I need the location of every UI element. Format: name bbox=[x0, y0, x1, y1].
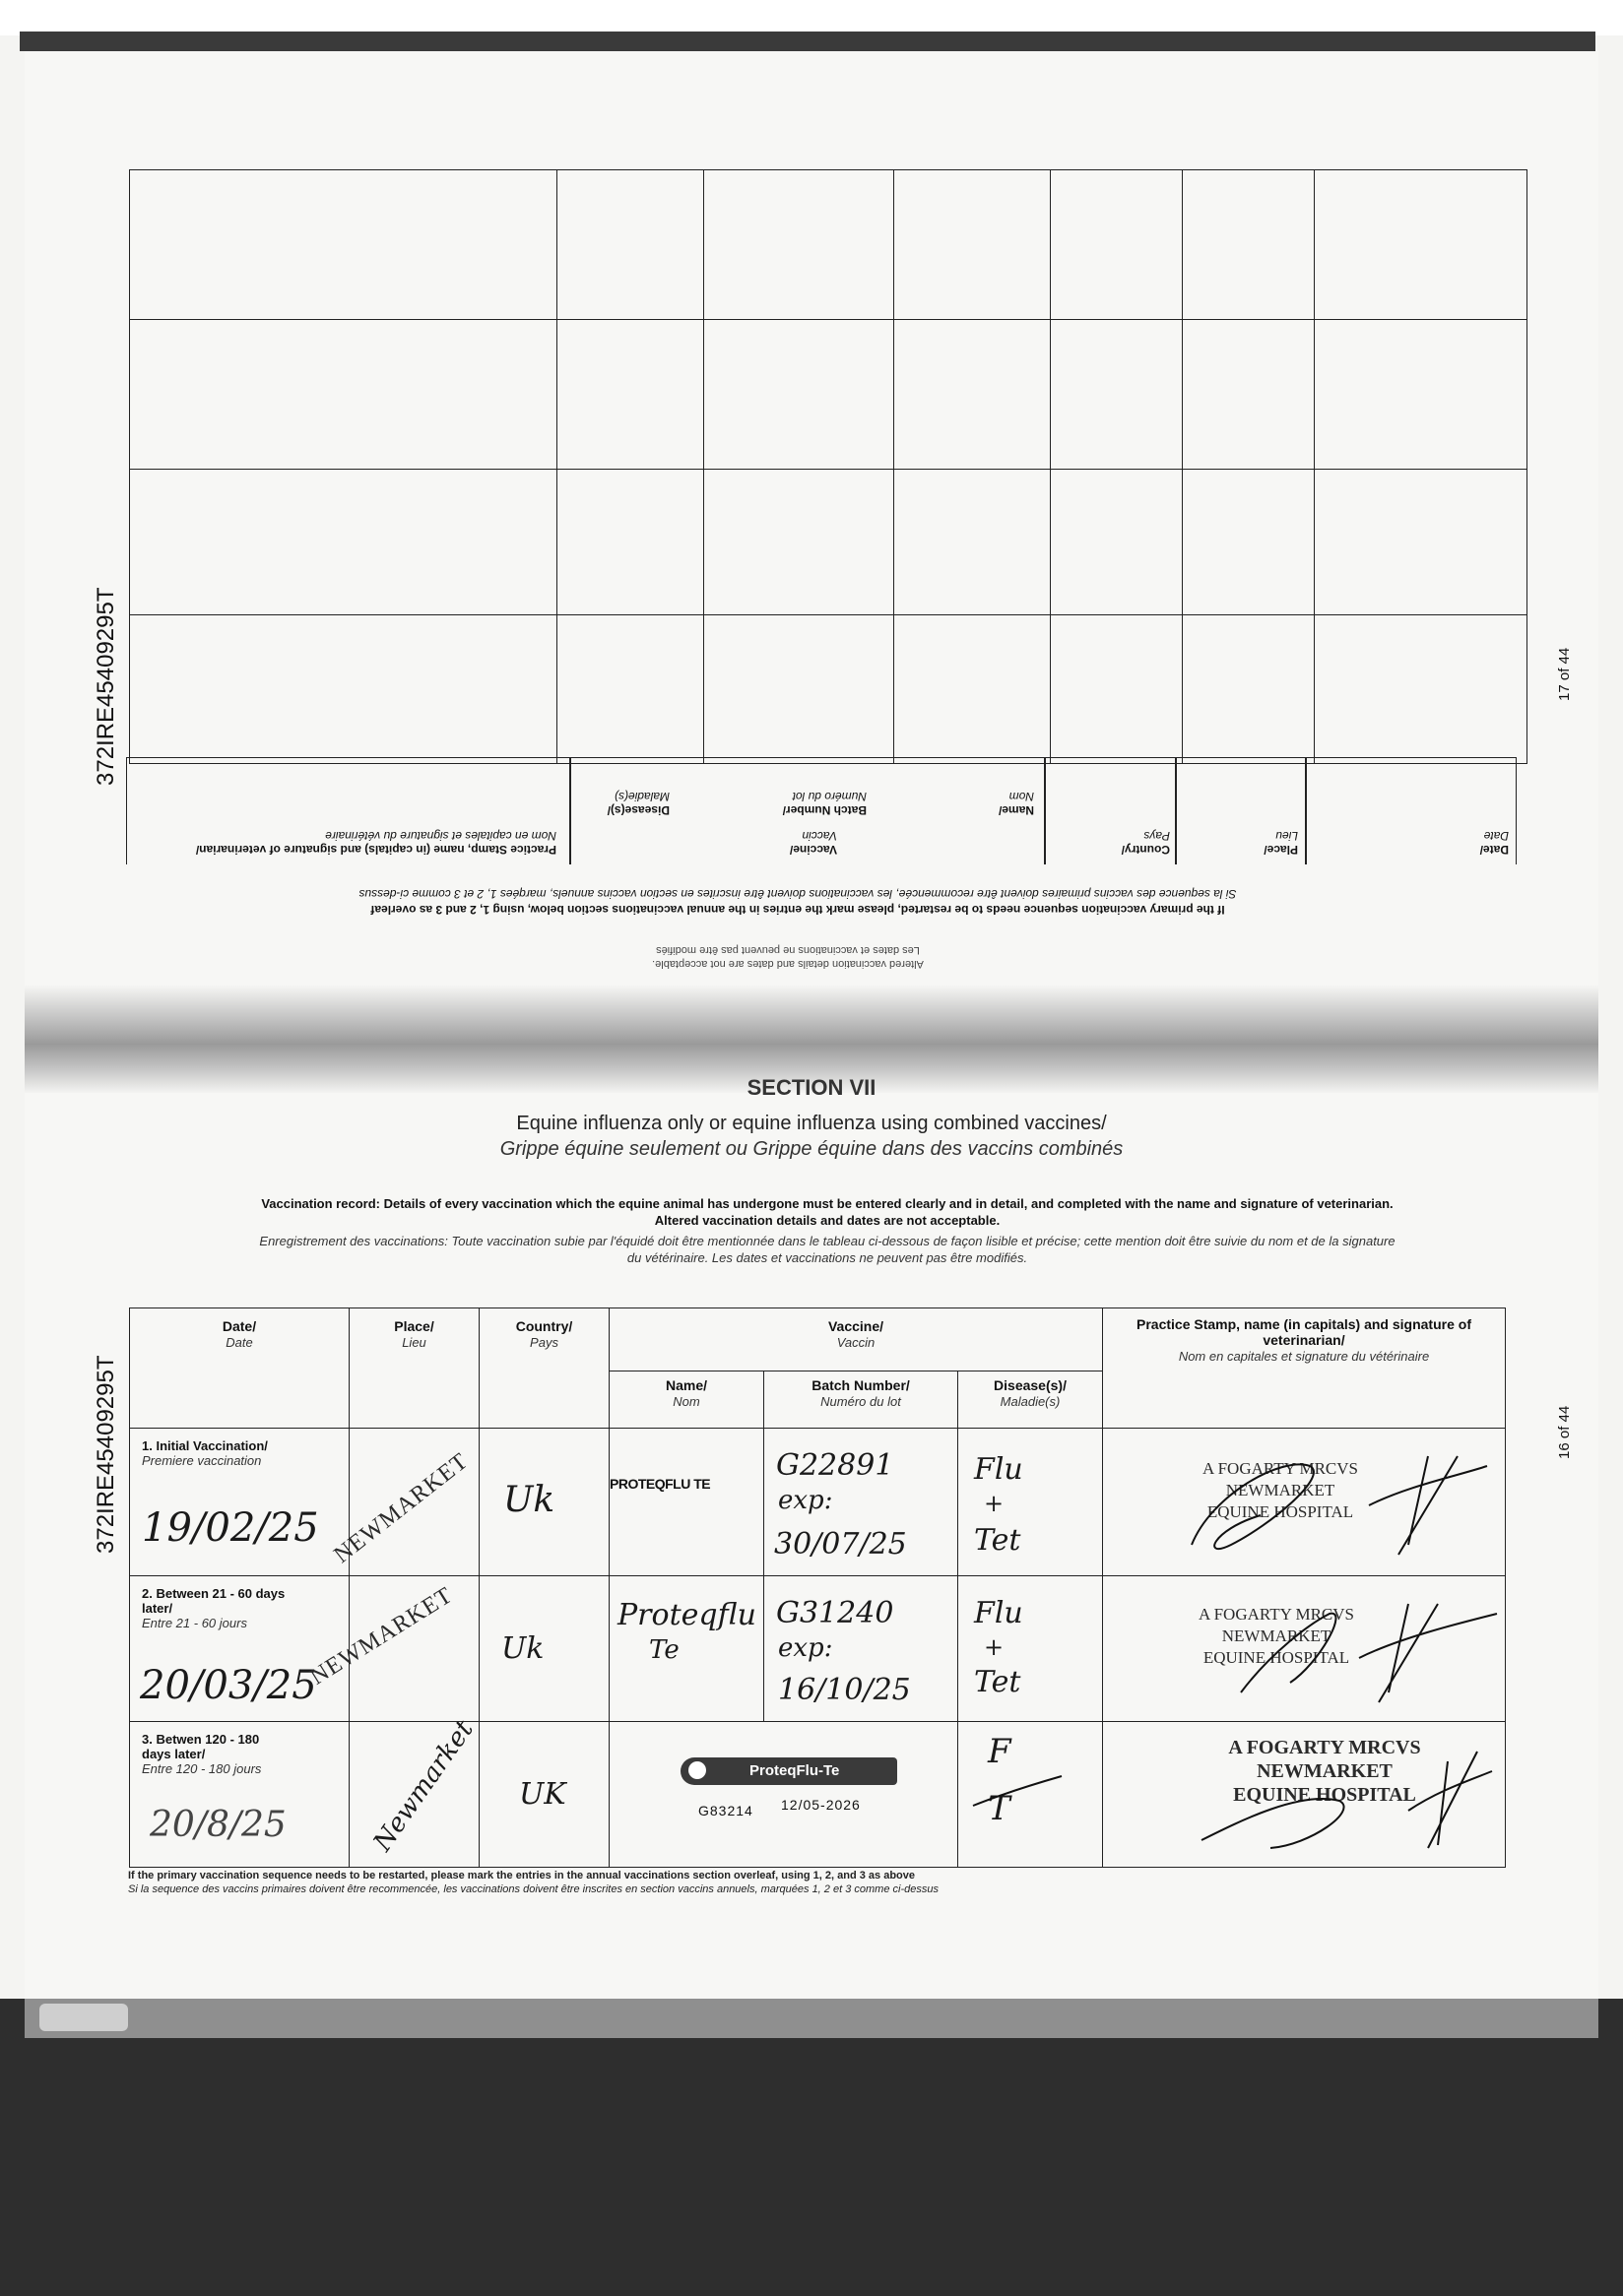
row1-disease-b: Tet bbox=[974, 1523, 1021, 1558]
row2-country: Uk bbox=[501, 1631, 545, 1666]
vaccination-record-fr bbox=[128, 1233, 1526, 1266]
inv-header-disease-fr: Maladie(s) bbox=[614, 790, 670, 803]
vaccination-record-en bbox=[128, 1195, 1526, 1229]
table-row bbox=[130, 1576, 1506, 1722]
record-fr-line2: du vétérinaire. Les dates et vaccinations ne peuvent pas être modifiés. bbox=[626, 1250, 1028, 1265]
row1-date: 19/02/25 bbox=[142, 1505, 319, 1551]
inv-header-vaccine-fr: Vaccin bbox=[802, 829, 837, 843]
inv-header-stamp: Practice Stamp, name (in capitals) and signature of veterinarian/ bbox=[195, 843, 556, 857]
row2-date: 20/03/25 bbox=[140, 1663, 317, 1708]
row3-label bbox=[142, 1732, 290, 1776]
row1-vaccine-label: PROTEQFLU TE bbox=[610, 1476, 711, 1492]
hdr-country-fr: Pays bbox=[530, 1335, 558, 1350]
row3-disease-divider-icon bbox=[968, 1771, 1067, 1811]
inv-header-name-fr: Nom bbox=[1008, 790, 1034, 803]
row3-vaccine-sticker bbox=[681, 1757, 897, 1785]
row1-place-stamp: NEWMARKET bbox=[329, 1447, 474, 1569]
inv-header-date: Date/ bbox=[1479, 843, 1509, 857]
row3-label-en: 3. Betwen 120 - 180 days later/ bbox=[142, 1732, 260, 1761]
row3-country-cell bbox=[480, 1722, 610, 1868]
row2-label-fr: Entre 21 - 60 jours bbox=[142, 1616, 247, 1630]
row2-label-en: 2. Between 21 - 60 days later/ bbox=[142, 1586, 286, 1616]
row3-place-cell bbox=[350, 1715, 480, 1868]
row2-exp: 16/10/25 bbox=[778, 1673, 911, 1707]
section-subtitle-en: Equine influenza only or equine influenza using combined vaccines/ bbox=[516, 1113, 1107, 1134]
inv-header-batch: Batch Number/ bbox=[782, 803, 867, 817]
inv-header-vaccine: Vaccine/ bbox=[789, 843, 837, 857]
inverted-header-row bbox=[128, 746, 1517, 864]
footnote bbox=[128, 1869, 1310, 1896]
hdr-vaccine-fr: Vaccin bbox=[836, 1335, 876, 1350]
row2-batch: G31240 bbox=[776, 1596, 894, 1630]
page-tab bbox=[39, 2004, 128, 2031]
inv-header-batch-fr: Numéro du lot bbox=[792, 790, 867, 803]
inv-header-place: Place/ bbox=[1264, 843, 1298, 857]
record-en-line2: Altered vaccination details and dates are not acceptable. bbox=[654, 1213, 1001, 1228]
row2-date-cell bbox=[130, 1576, 350, 1722]
inv-header-stamp-fr: Nom en capitales et signature du vétérinaire bbox=[325, 829, 556, 843]
hdr-batch: Batch Number/ bbox=[812, 1377, 910, 1393]
row2-disease-cell bbox=[958, 1576, 1103, 1722]
row1-label-fr: Premiere vaccination bbox=[142, 1453, 262, 1468]
inv-header-country-fr: Pays bbox=[1143, 829, 1170, 843]
inverted-footnote bbox=[197, 886, 1398, 918]
row1-country: Uk bbox=[503, 1480, 555, 1520]
col-place-header bbox=[350, 1308, 480, 1429]
row3-vaccine-sticker-cell bbox=[610, 1722, 958, 1868]
footnote-fr: Si la sequence des vaccins primaires doivent être recommencée, les vaccinations doivent être inscrites en section vaccins annuels, marquées 1, 2 et 3 comme ci-dessus bbox=[128, 1883, 939, 1895]
hdr-country: Country/ bbox=[515, 1318, 573, 1334]
row3-signature-icon bbox=[1182, 1732, 1497, 1860]
inverted-note-fr: Les dates et vaccinations ne peuvent pas être modifiés bbox=[656, 944, 920, 956]
hdr-batch-fr: Numéro du lot bbox=[820, 1394, 901, 1409]
inv-header-place-fr: Lieu bbox=[1275, 829, 1298, 843]
hdr-date: Date/ bbox=[222, 1318, 257, 1334]
row2-country-cell bbox=[480, 1576, 610, 1722]
hdr-stamp: Practice Stamp, name (in capitals) and signature of veterinarian/ bbox=[1136, 1316, 1471, 1348]
row3-vaccine-exp: 12/05-2026 bbox=[781, 1797, 861, 1813]
col-batch-header bbox=[764, 1371, 958, 1429]
inv-header-country: Country/ bbox=[1121, 843, 1170, 857]
row3-place: Newmarket bbox=[367, 1715, 480, 1857]
row2-stamp-l2: NEWMARKET bbox=[1221, 1626, 1331, 1645]
row1-exp: 30/07/25 bbox=[774, 1527, 907, 1562]
record-en-line1: Vaccination record: Details of every vaccination which the equine animal has undergone must be entered clearly and in detail, and completed with the name and signature of veterinarian. bbox=[261, 1196, 1394, 1211]
row2-disease-b: Tet bbox=[974, 1665, 1021, 1699]
row2-exp-label: exp: bbox=[778, 1633, 833, 1663]
row3-vaccine-batch: G83214 bbox=[698, 1803, 753, 1818]
vaccination-table bbox=[129, 1307, 1506, 1868]
row2-place-stamp: NEWMARKET bbox=[305, 1582, 458, 1690]
row2-disease-a: Flu bbox=[974, 1596, 1023, 1630]
inverted-footnote-en: If the primary vaccination sequence needs to be restarted, please mark the entries in the annual vaccinations section below, using 1, 2 and 3 as overleaf bbox=[370, 903, 1225, 917]
row2-stamp-cell bbox=[1103, 1576, 1506, 1722]
row1-disease-plus: + bbox=[984, 1490, 1005, 1517]
table-row bbox=[130, 1722, 1506, 1868]
hdr-place: Place/ bbox=[394, 1318, 434, 1334]
row1-vaccine-cell bbox=[610, 1429, 764, 1576]
inv-header-disease: Disease(s)/ bbox=[607, 803, 670, 817]
col-vaccine-header bbox=[610, 1308, 1103, 1371]
row1-stamp-l3: EQUINE HOSPITAL bbox=[1206, 1502, 1354, 1521]
scan-top-edge bbox=[20, 32, 1595, 51]
document-id-top: 372IRE45409295T bbox=[93, 587, 119, 786]
row1-batch: G22891 bbox=[776, 1448, 894, 1483]
col-stamp-header bbox=[1103, 1308, 1506, 1429]
row2-stamp-l1: A FOGARTY MRCVS bbox=[1199, 1605, 1354, 1624]
row1-stamp-l1: A FOGARTY MRCVS bbox=[1202, 1459, 1358, 1478]
inv-header-name: Name/ bbox=[998, 803, 1034, 817]
row1-date-cell bbox=[130, 1429, 350, 1576]
row1-disease-a: Flu bbox=[974, 1452, 1023, 1487]
row2-place-cell bbox=[305, 1576, 480, 1722]
section-title: SECTION VII bbox=[747, 1075, 876, 1100]
hdr-disease: Disease(s)/ bbox=[994, 1377, 1067, 1393]
inverted-empty-table bbox=[129, 169, 1527, 764]
row2-batch-cell bbox=[764, 1576, 958, 1722]
row1-label bbox=[142, 1438, 268, 1468]
row2-vaccine-cell bbox=[610, 1576, 764, 1722]
record-fr-line1: Enregistrement des vaccinations: Toute vaccination subie par l'équidé doit être mentionnée dans le tableau ci-dessous de façon lisible et précise; cette mention doit être suivie du nom et de la signature bbox=[259, 1234, 1396, 1248]
page-number-top: 17 of 44 bbox=[1556, 647, 1573, 701]
row3-stamp-l1: A FOGARTY MRCVS bbox=[1228, 1737, 1421, 1758]
col-disease-header bbox=[958, 1371, 1103, 1429]
row3-label-fr: Entre 120 - 180 jours bbox=[142, 1761, 262, 1776]
scanner-edge bbox=[25, 1999, 1598, 2038]
row1-batch-cell bbox=[764, 1429, 958, 1576]
row3-stamp-l2: NEWMARKET bbox=[1257, 1760, 1393, 1782]
sticker-logo-icon bbox=[688, 1761, 706, 1779]
hdr-stamp-fr: Nom en capitales et signature du vétérinaire bbox=[1178, 1349, 1430, 1364]
row3-disease-a: F bbox=[988, 1732, 1011, 1771]
hdr-vaccine: Vaccine/ bbox=[827, 1318, 884, 1334]
inverted-note bbox=[512, 943, 1064, 971]
row1-country-cell bbox=[480, 1429, 610, 1576]
inverted-footnote-fr: Si la sequence des vaccins primaires doivent être recommencée, les vaccinations doivent être inscrites en section vaccins annuels, marqées 1, 2 et 3 comme ci-dessus bbox=[358, 887, 1237, 901]
hdr-name-fr: Nom bbox=[673, 1394, 700, 1409]
row2-stamp-l3: EQUINE HOSPITAL bbox=[1202, 1648, 1350, 1667]
row3-date-cell bbox=[130, 1722, 350, 1868]
row3-stamp-l3: EQUINE HOSPITAL bbox=[1233, 1784, 1416, 1806]
page-number-bottom: 16 of 44 bbox=[1556, 1405, 1573, 1459]
row1-exp-label: exp: bbox=[778, 1486, 833, 1515]
section-subtitle-fr: Grippe équine seulement ou Grippe équine dans des vaccins combinés bbox=[499, 1138, 1124, 1160]
row2-vaccine-2: Te bbox=[649, 1635, 680, 1665]
hdr-disease-fr: Maladie(s) bbox=[1000, 1394, 1061, 1409]
row3-vaccine-label: ProteqFlu-Te bbox=[749, 1762, 840, 1779]
row3-disease-b: T bbox=[988, 1789, 1010, 1828]
row1-signature-icon bbox=[1172, 1436, 1497, 1564]
col-country-header bbox=[480, 1308, 610, 1429]
hdr-name: Name/ bbox=[665, 1377, 708, 1393]
document-id-bottom: 372IRE45409295T bbox=[93, 1355, 119, 1554]
col-name-header bbox=[610, 1371, 764, 1429]
row2-vaccine: Proteqflu bbox=[617, 1598, 756, 1632]
row2-label bbox=[142, 1586, 290, 1630]
row1-stamp-cell bbox=[1103, 1429, 1506, 1576]
row3-date: 20/8/25 bbox=[150, 1805, 287, 1845]
row3-disease-cell bbox=[958, 1722, 1103, 1868]
hdr-place-fr: Lieu bbox=[402, 1335, 426, 1350]
row2-disease-plus: + bbox=[984, 1633, 1005, 1661]
hdr-date-fr: Date bbox=[226, 1335, 253, 1350]
inverted-note-en: Altered vaccination details and dates are not acceptable. bbox=[652, 958, 924, 970]
table-row bbox=[130, 1429, 1506, 1576]
row2-signature-icon bbox=[1211, 1584, 1507, 1712]
scanner-background bbox=[0, 1999, 1623, 2296]
row1-label-en: 1. Initial Vaccination/ bbox=[142, 1438, 268, 1453]
row1-stamp-l2: NEWMARKET bbox=[1225, 1481, 1335, 1499]
inv-header-date-fr: Date bbox=[1483, 829, 1509, 843]
row3-country: UK bbox=[519, 1777, 566, 1812]
footnote-en: If the primary vaccination sequence needs to be restarted, please mark the entries in the annual vaccinations section overleaf, using 1, 2, and 3 as above bbox=[128, 1870, 916, 1881]
row1-place-cell bbox=[329, 1429, 480, 1576]
top-margin bbox=[0, 0, 1623, 35]
col-date-header bbox=[130, 1308, 350, 1429]
row1-disease-cell bbox=[958, 1429, 1103, 1576]
row3-stamp-cell bbox=[1103, 1722, 1506, 1868]
